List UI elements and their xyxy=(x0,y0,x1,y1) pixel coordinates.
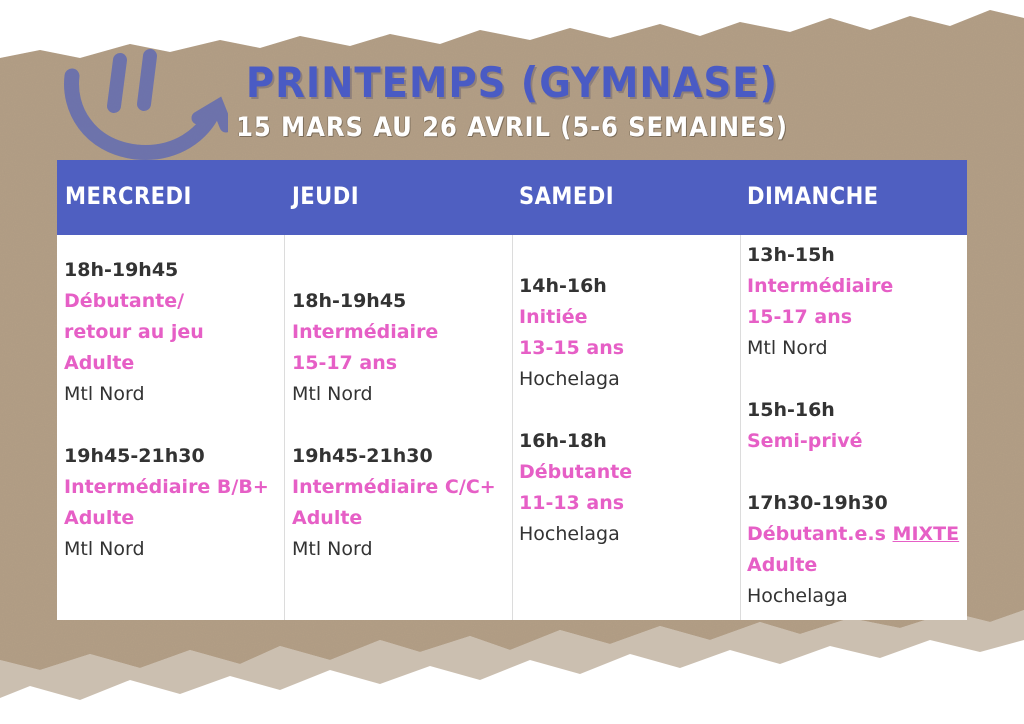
column-divider xyxy=(512,235,513,620)
session-age: Adulte xyxy=(747,554,818,576)
session-age: 11-13 ans xyxy=(519,492,625,514)
column-header-jeudi: JEUDI xyxy=(292,182,360,210)
session-location: Hochelaga xyxy=(747,585,848,607)
session-location: Mtl Nord xyxy=(292,383,373,405)
session-time: 13h-15h xyxy=(747,244,835,266)
session-location: Mtl Nord xyxy=(64,538,145,560)
session-location: Hochelaga xyxy=(519,368,620,390)
session-age: 13-15 ans xyxy=(519,337,625,359)
session-level: Initiée xyxy=(519,306,588,328)
session-time: 18h-19h45 xyxy=(292,290,407,312)
session-age: Adulte xyxy=(64,352,135,374)
schedule-cell-jeudi xyxy=(292,286,496,565)
session-level: Intermédiaire B/B+ xyxy=(64,476,269,498)
session-level: Intermédiaire xyxy=(292,321,439,343)
column-divider xyxy=(740,235,741,620)
session-level: Intermédiaire C/C+ xyxy=(292,476,496,498)
session-level-prefix: Débutant.e.s xyxy=(747,523,893,545)
session-time: 19h45-21h30 xyxy=(64,445,205,467)
session-time: 17h30-19h30 xyxy=(747,492,888,514)
session-location: Hochelaga xyxy=(519,523,620,545)
session-time: 18h-19h45 xyxy=(64,259,179,281)
session-location: Mtl Nord xyxy=(64,383,145,405)
column-header-samedi: SAMEDI xyxy=(519,182,615,210)
column-header-mercredi: MERCREDI xyxy=(65,182,192,210)
mixte-link[interactable]: MIXTE xyxy=(892,523,960,545)
schedule-cell-dimanche xyxy=(747,240,959,612)
session-level: Débutante/ xyxy=(64,290,185,312)
column-header-dimanche: DIMANCHE xyxy=(747,182,879,210)
session-level: retour au jeu xyxy=(64,321,204,343)
session-age: Adulte xyxy=(292,507,363,529)
page-title: PRINTEMPS (GYMNASE) xyxy=(245,58,779,107)
session-time: 14h-16h xyxy=(519,275,607,297)
session-location: Mtl Nord xyxy=(292,538,373,560)
session-level xyxy=(747,519,959,550)
session-level: Débutante xyxy=(519,461,633,483)
session-level: Semi-privé xyxy=(747,430,863,452)
session-time: 15h-16h xyxy=(747,399,835,421)
session-age: 15-17 ans xyxy=(292,352,398,374)
schedule-cell-samedi xyxy=(519,271,632,550)
schedule-table xyxy=(57,160,967,620)
session-time: 19h45-21h30 xyxy=(292,445,433,467)
column-divider xyxy=(284,235,285,620)
session-age: 15-17 ans xyxy=(747,306,853,328)
schedule-cell-mercredi xyxy=(64,255,269,565)
table-header xyxy=(57,160,967,235)
session-age: Adulte xyxy=(64,507,135,529)
session-location: Mtl Nord xyxy=(747,337,828,359)
page-subtitle: 15 MARS AU 26 AVRIL (5-6 SEMAINES) xyxy=(236,112,788,143)
session-time: 16h-18h xyxy=(519,430,607,452)
session-level: Intermédiaire xyxy=(747,275,894,297)
